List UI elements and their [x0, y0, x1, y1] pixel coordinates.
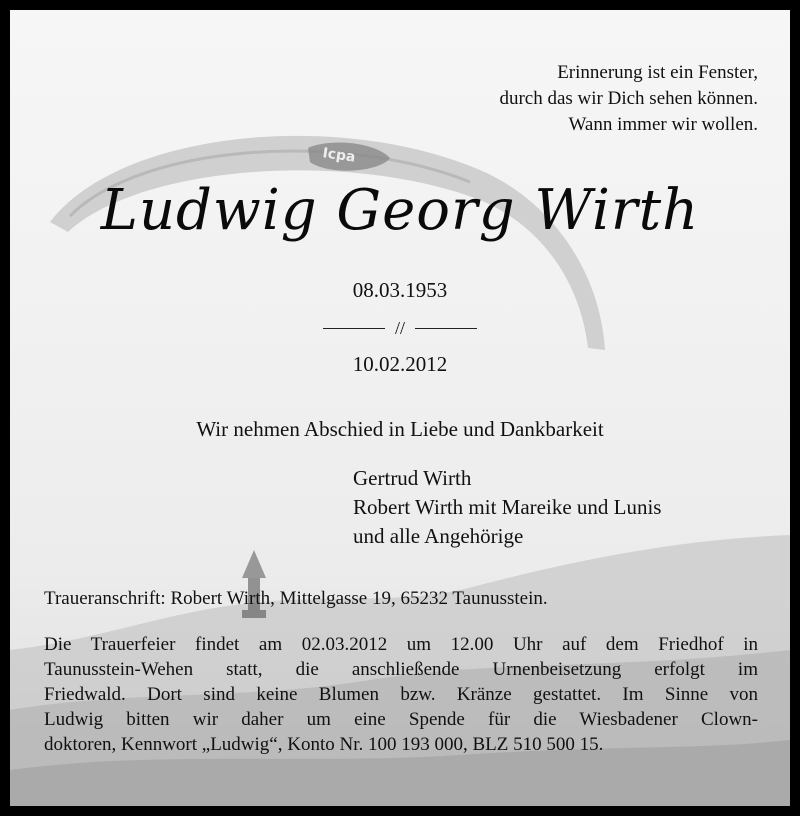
death-date: 10.02.2012 [352, 352, 448, 376]
quote-line: Wann immer wir wollen. [568, 114, 758, 135]
notice-line: Taunusstein-Wehen statt, die anschließende Urnenbeisetzung erfolgt im [44, 659, 758, 680]
separator-rule [415, 328, 477, 329]
signers-list [353, 464, 661, 551]
notice-line: Die Trauerfeier findet am 02.03.2012 um 12.00 Uhr auf dem Friedhof in [44, 634, 758, 655]
obituary-card [10, 10, 790, 806]
notice-line: Friedwald. Dort sind keine Blumen bzw. Kränze gestattet. Im Sinne von [44, 684, 758, 705]
separator-rule [323, 328, 385, 329]
date-separator [10, 316, 790, 340]
mourning-address: Traueranschrift: Robert Wirth, Mittelgasse 19, 65232 Taunusstein. [44, 588, 548, 609]
quote-line: Erinnerung ist ein Fenster, [557, 62, 758, 83]
deceased-name: Ludwig Georg Wirth [100, 178, 700, 243]
canopy-logo: Icpa [321, 145, 357, 166]
farewell-line: Wir nehmen Abschied in Liebe und Dankbarkeit [196, 417, 604, 441]
funeral-notice [44, 632, 758, 757]
notice-line: Ludwig bitten wir daher um eine Spende für die Wiesbadener Clown- [44, 709, 758, 730]
signer: Robert Wirth mit Mareike und Lunis [353, 495, 662, 519]
birth-date: 08.03.1953 [352, 278, 448, 302]
quote-line: durch das wir Dich sehen können. [499, 88, 758, 109]
notice-line: doktoren, Kennwort „Ludwig“, Konto Nr. 100 193 000, BLZ 510 500 15. [44, 734, 604, 755]
memorial-quote [338, 60, 758, 138]
signer: Gertrud Wirth [353, 466, 472, 490]
separator-mark: // [394, 317, 405, 338]
signer: und alle Angehörige [353, 524, 524, 548]
